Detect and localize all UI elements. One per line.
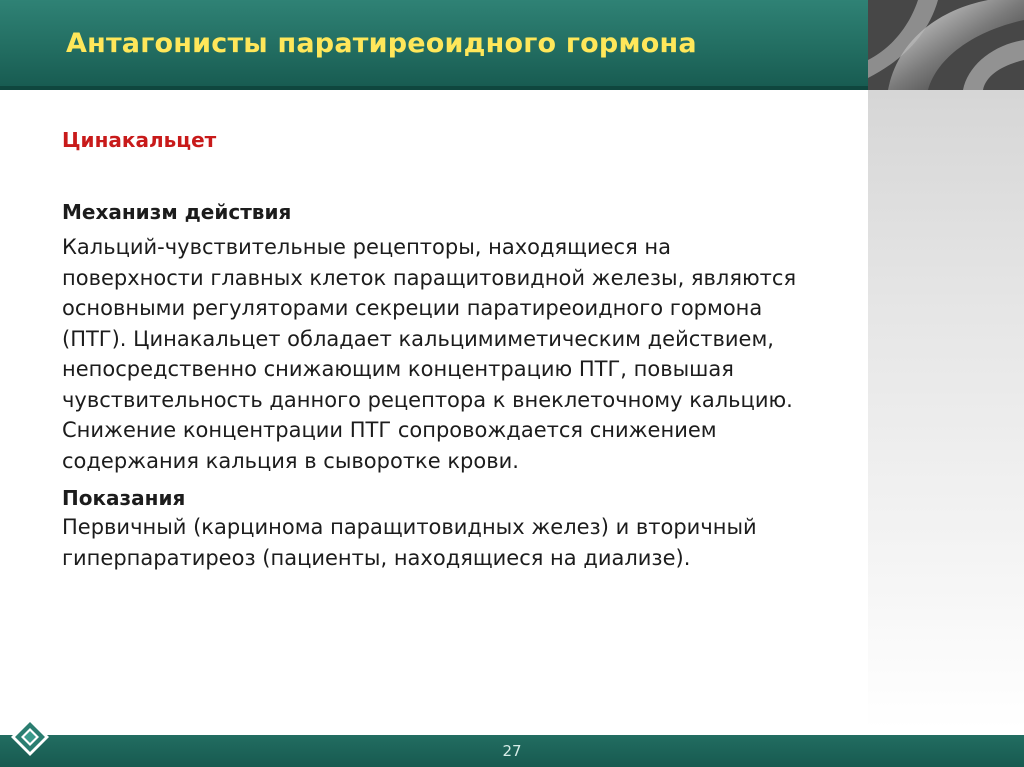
indications-section <box>62 484 942 573</box>
mechanism-text <box>62 232 942 476</box>
diamond-logo-icon <box>10 717 50 757</box>
footer-bar <box>0 735 1024 767</box>
slide-title: Антагонисты паратиреоидного гормона <box>66 28 697 59</box>
mechanism-line: Кальций-чувствительные рецепторы, находящиеся на <box>62 235 671 259</box>
mechanism-section <box>62 200 942 476</box>
indications-text <box>62 512 942 573</box>
page-number: 27 <box>502 742 522 760</box>
mechanism-line: поверхности главных клеток паращитовидной железы, являются <box>62 265 797 290</box>
mechanism-line: непосредственно снижающим концентрацию ПТГ, повышая <box>62 357 734 381</box>
metallic-swirl-icon <box>868 0 1024 90</box>
mechanism-line: содержания кальция в сыворотке крови. <box>62 448 519 473</box>
drug-name: Цинакальцет <box>62 128 217 152</box>
indications-line: Первичный (карцинома паращитовидных желез) и вторичный <box>62 515 757 539</box>
mechanism-line: Снижение концентрации ПТГ сопровождается снижением <box>62 418 717 442</box>
indications-line: гиперпаратиреоз (пациенты, находящиеся на диализе). <box>62 545 691 570</box>
mechanism-line: чувствительность данного рецептора к внеклеточному кальцию. <box>62 387 793 412</box>
mechanism-line: основными регуляторами секреции паратиреоидного гормона <box>62 296 763 320</box>
mechanism-heading: Механизм действия <box>62 200 292 224</box>
mechanism-line: (ПТГ). Цинакальцет обладает кальцимиметическим действием, <box>62 326 774 351</box>
corner-graphic <box>868 0 1024 90</box>
header-bar <box>0 0 868 90</box>
indications-heading: Показания <box>62 486 186 510</box>
